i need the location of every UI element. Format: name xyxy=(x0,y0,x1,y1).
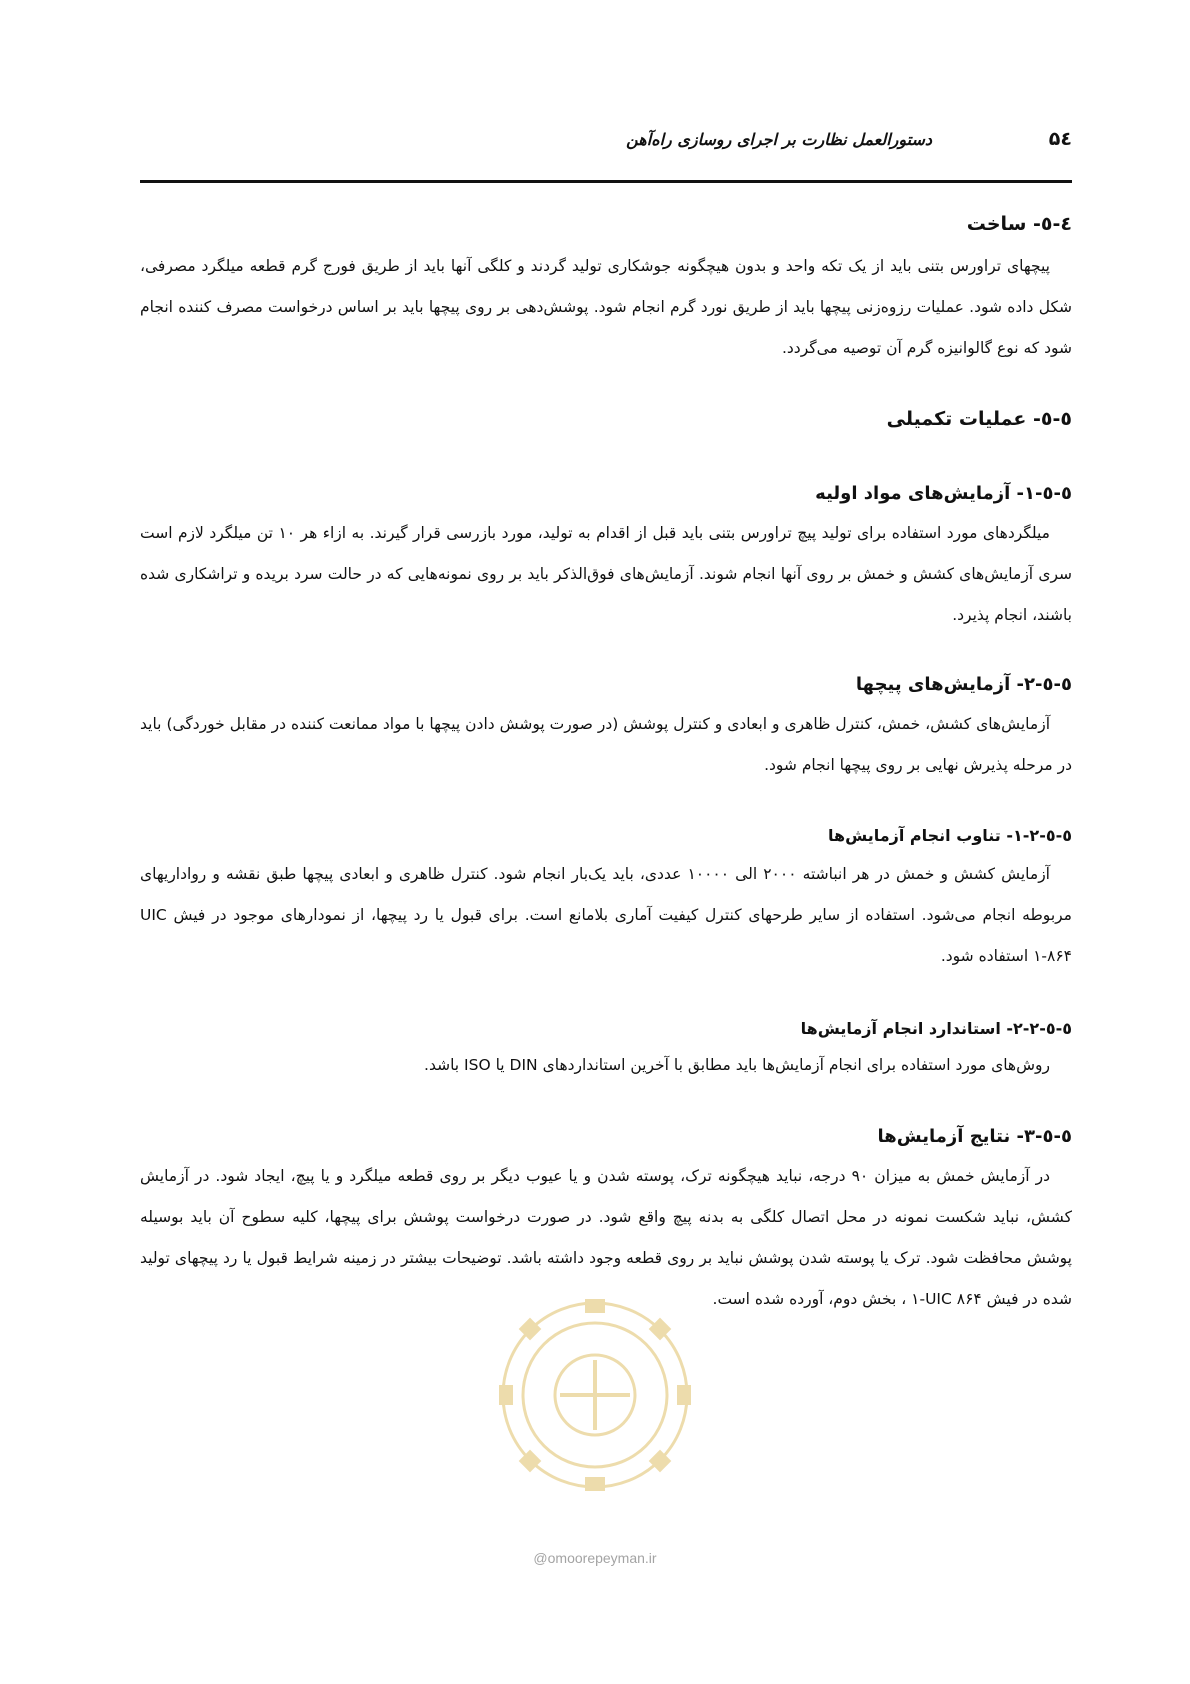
paragraph: پیچهای تراورس بتنی باید از یک تکه واحد و بدون هیچگونه جوشکاری تولید گردند و کلگی آنها باید از طریق فورج گرم قطعه میلگرد مصرفی، شکل داده شود. عملیات رزوه‌زنی پیچها باید از طریق نورد گرم انجام شود. پوشش‌دهی بر روی پیچها باید بر اساس درخواست مصرف کننده انجام شود که نوع گالوانیزه گرم آن توصیه می‌گردد. xyxy=(140,257,1072,357)
paragraph: میلگردهای مورد استفاده برای تولید پیچ تراورس بتنی باید قبل از اقدام به تولید، مورد بازرسی قرار گیرند. به ازاء هر ١٠ تن میلگرد لازم است سری آزمایش‌های کشش و خمش بر روی آنها انجام شوند. آزمایش‌های فوق‌الذکر باید بر روی نمونه‌هایی که در حالت سرد بریده و تراشکاری شده باشند، انجام پذیرد. xyxy=(140,524,1072,624)
running-title: دستورالعمل نظارت بر اجرای روسازی راه‌آهن xyxy=(626,130,932,149)
paragraph: آزمایش کشش و خمش در هر انباشته ٢٠٠٠ الی ١٠٠٠٠ عددی، باید یک‌بار انجام شود. کنترل ظاهری و ابعادی پیچها طبق نقشه و رواداریهای مربوطه انجام می‌شود. استفاده از سایر طرحهای کنترل کیفیت آماری بلامانع است. برای قبول یا رد پیچها، از نمودارهای موجود در فیش UIC ۸۶۴-١ استفاده شود. xyxy=(140,865,1072,965)
paragraph: روش‌های مورد استفاده برای انجام آزمایش‌ها باید مطابق با آخرین استانداردهای DIN یا ISO باشد. xyxy=(424,1056,1050,1074)
subsection-heading: ٥-٥-٢- آزمایش‌های پیچها xyxy=(855,674,1072,695)
subsubsection-heading: ٥-٥-٢-٢- استاندارد انجام آزمایش‌ها xyxy=(800,1019,1072,1038)
watermark-logo xyxy=(490,1285,700,1535)
paragraph: در آزمایش خمش به میزان ٩٠ درجه، نباید هیچگونه ترک، پوسته شدن و یا عیوب دیگر بر روی قطعه میلگرد و یا پیچ، ایجاد شود. در آزمایش کشش، نباید شکست نمونه در محل اتصال کلگی به بدنه پیچ واقع شود. در صورت درخواست پوشش برای پیچها، کلیه سطوح آن باید بوسیله پوشش محافظت شود. ترک یا پوسته شدن پوشش نباید بر روی قطعه وجود داشته باشد. توضیحات بیشتر در زمینه شرایط قبول یا رد پیچهای تولید شده در فیش UIC ۸۶۴-١ ، بخش دوم، آورده شده است. xyxy=(140,1167,1072,1308)
page-body xyxy=(140,208,1072,1320)
subsubsection-heading: ٥-٥-٢-١- تناوب انجام آزمایش‌ها xyxy=(828,826,1072,845)
header-rule xyxy=(140,180,1072,183)
subsection-heading: ٥-٥-٣- نتایج آزمایش‌ها xyxy=(877,1126,1072,1147)
page-header xyxy=(140,122,1072,162)
section-heading: ٥-٥- عملیات تکمیلی xyxy=(886,408,1072,430)
section-heading: ٤-٥- ساخت xyxy=(966,213,1072,235)
subsection-heading: ٥-٥-١- آزمایش‌های مواد اولیه xyxy=(815,483,1072,504)
page-number: ۵٤ xyxy=(1048,128,1072,150)
watermark-url: @omoorepeyman.ir xyxy=(533,1550,657,1566)
paragraph: آزمایش‌های کشش، خمش، کنترل ظاهری و ابعادی و کنترل پوشش (در صورت پوشش دادن پیچها با مواد ممانعت کننده در مقابل خوردگی) باید در مرحله پذیرش نهایی بر روی پیچها انجام شود. xyxy=(140,715,1072,774)
